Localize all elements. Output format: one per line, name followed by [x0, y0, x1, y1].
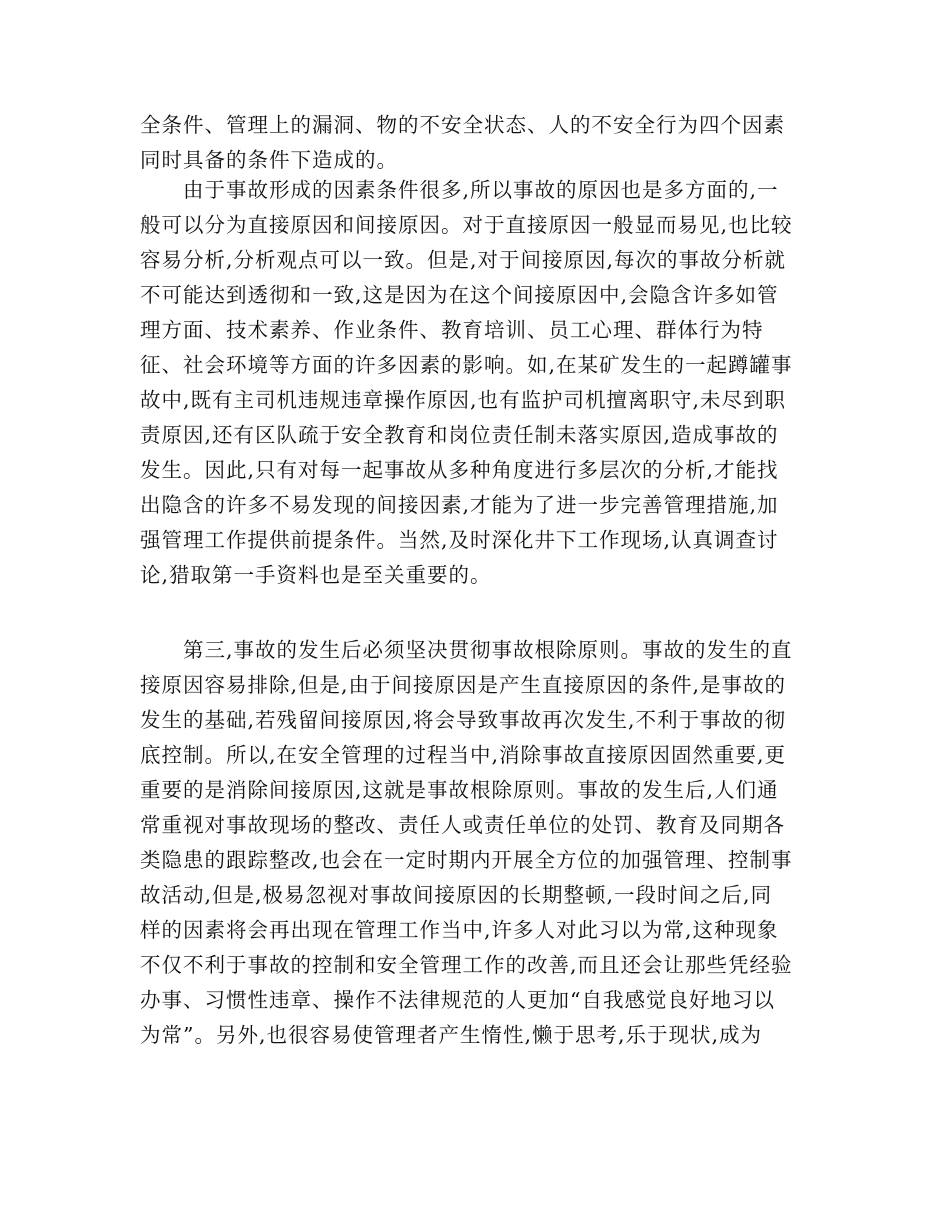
text-line: 重要的是消除间接原因,这就是事故根除原则。事故的发生后,人们通	[140, 778, 779, 802]
text-line: 同时具备的条件下造成的。	[140, 148, 398, 172]
text-line: 故中,既有主司机违规违章操作原因,也有监护司机擅离职守,未尽到职	[140, 388, 787, 412]
text-line: 不可能达到透彻和一致,这是因为在这个间接原因中,会隐含许多如管	[140, 283, 779, 307]
text-line: 全条件、管理上的漏洞、物的不安全状态、人的不安全行为四个因素	[140, 113, 785, 137]
text-line: 发生。因此,只有对每一起事故从多种角度进行多层次的分析,才能找	[140, 458, 779, 482]
text-line: 为常”。另外,也很容易使管理者产生惰性,懒于思考,乐于现状,成为	[140, 1023, 763, 1047]
text-line: 论,猎取第一手资料也是至关重要的。	[140, 563, 492, 587]
text-line: 容易分析,分析观点可以一致。但是,对于间接原因,每次的事故分析就	[140, 248, 787, 272]
paragraph-1	[140, 108, 820, 178]
text-line: 不仅不利于事故的控制和安全管理工作的改善,而且还会让那些凭经验	[140, 953, 793, 977]
text-line: 强管理工作提供前提条件。当然,及时深化井下工作现场,认真调查讨	[140, 528, 779, 552]
text-line: 类隐患的跟踪整改,也会在一定时期内开展全方位的加强管理、控制事	[140, 848, 793, 872]
text-line: 样的因素将会再出现在管理工作当中,许多人对此习以为常,这种现象	[140, 918, 779, 942]
text-line: 理方面、技术素养、作业条件、教育培训、员工心理、群体行为特	[140, 318, 764, 342]
text-line: 办事、习惯性违章、操作不法律规范的人更加“自我感觉良好地习以	[140, 988, 775, 1012]
paragraph-3	[140, 633, 820, 1053]
text-line: 常重视对事故现场的整改、责任人或责任单位的处罚、教育及同期各	[140, 813, 785, 837]
text-line: 接原因容易排除,但是,由于间接原因是产生直接原因的条件,是事故的	[140, 673, 787, 697]
text-line: 故活动,但是,极易忽视对事故间接原因的长期整顿,一段时间之后,同	[140, 883, 773, 907]
text-line: 征、社会环境等方面的许多因素的影响。如,在某矿发生的一起蹲罐事	[140, 353, 793, 377]
text-line: 由于事故形成的因素条件很多,所以事故的原因也是多方面的,一	[140, 178, 779, 202]
text-line: 发生的基础,若残留间接原因,将会导致事故再次发生,不利于事故的彻	[140, 708, 787, 732]
text-line: 责原因,还有区队疏于安全教育和岗位责任制未落实原因,造成事故的	[140, 423, 779, 447]
paragraph-2	[140, 173, 820, 593]
text-line: 底控制。所以,在安全管理的过程当中,消除事故直接原因固然重要,更	[140, 743, 787, 767]
text-line: 出隐含的许多不易发现的间接因素,才能为了进一步完善管理措施,加	[140, 493, 779, 517]
text-line: 第三,事故的发生后必须坚决贯彻事故根除原则。事故的发生的直	[140, 638, 793, 662]
text-line: 般可以分为直接原因和间接原因。对于直接原因一般显而易见,也比较	[140, 213, 793, 237]
